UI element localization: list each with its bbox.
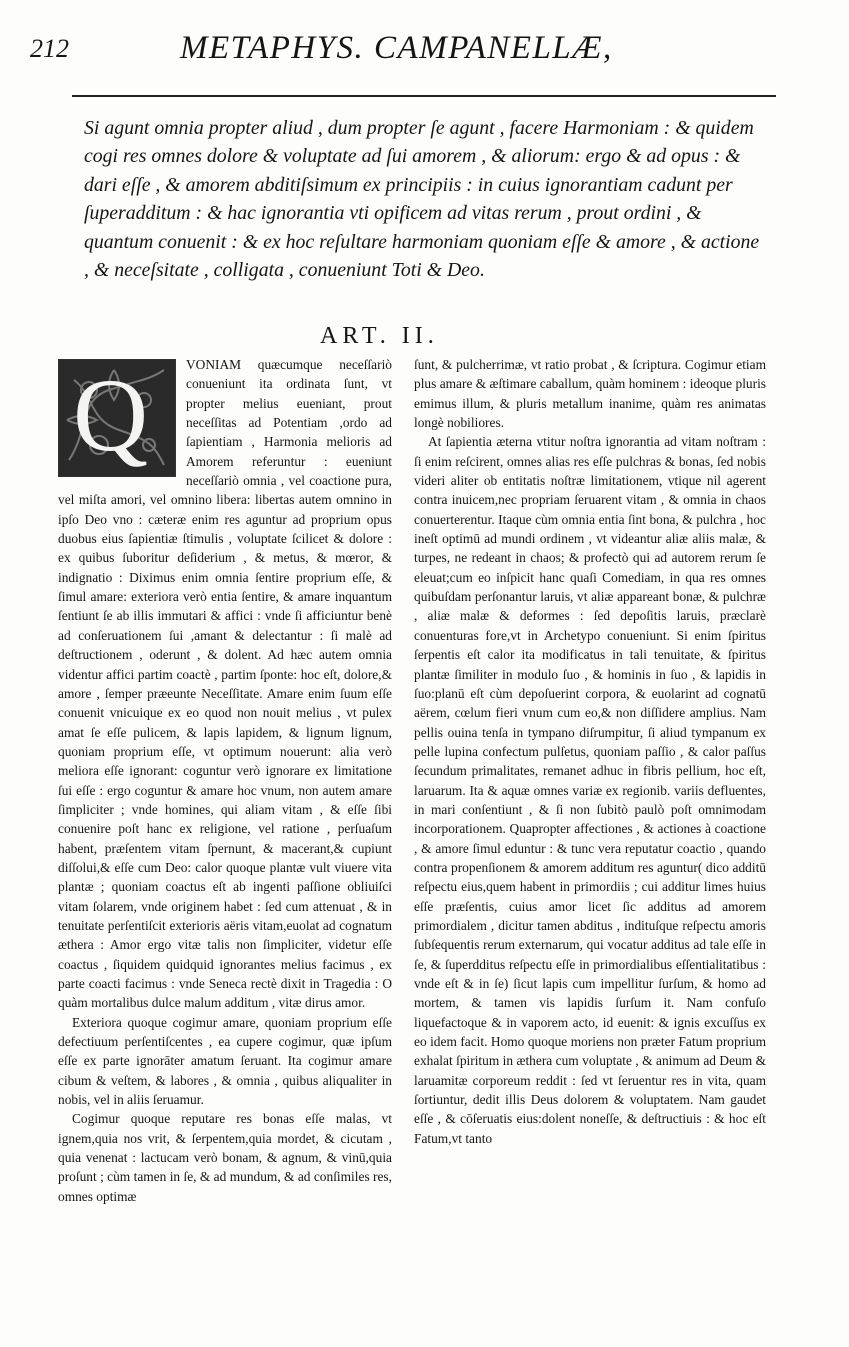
argument-summary-text: Si agunt omnia propter aliud , dum propter ſe agunt , facere Harmoniam : & quidem cogi res omnes dolore & voluptate ad ſui amorem , & aliorum: ergo & ad opus : & dari eſſe , & amorem abditiſsimum ex principiis : in cuius ignorantiam cadunt per ſuperadditum : & hac ignorantia vti opificem ad vitas rerum , prout ordini , & quantum conuenit : & ex hoc reſultare harmoniam quoniam eſſe & amore , & actione , & neceſsitate , colligata , conueniunt Toti & Deo. — [84, 117, 760, 282]
page-number: 212 — [30, 34, 69, 63]
left-column — [58, 355, 392, 1206]
article-heading: ART. II. — [320, 323, 439, 349]
decorated-initial — [58, 359, 176, 477]
right-column — [414, 355, 766, 1148]
paragraph-2: Exteriora quoque cogimur amare, quoniam proprium eſſe defectiuum perſentiſcentes , ea cupere cogimur, quæ ipſum eſſe ex parte ignorāter amatum ſeruant. Ita cogimur amare cibum & veſtem, & labores , & omnia , quibus aliqualiter in nobis, vel in aliis ſeruamur. — [58, 1014, 392, 1108]
header-rule — [72, 95, 776, 97]
page-header — [30, 30, 830, 90]
initial-letter: Q — [73, 358, 149, 473]
paragraph-5: At ſapientia æterna vtitur noſtra ignorantia ad vitam noſtram : ſi enim reſcirent, omnes alias res eſſe pulchras & bonas, ſed nobis videri aliter ob entitatis noſtræ limitationem, vtique nil agerent contra inuicem,nec propriam ſeruarent vitam , & omnia in chaos conuerterentur. Itaque cùm omnia entia ſint bona, & pulchra , hoc ineſt optimū ad mundi ordinem , vt videantur aliæ aliis malæ, & turpes, ne redeant in chaos; & profectò qui ad autorem rerum ſe eleuat;cum eo inſpicit hanc quaſi Comediam, in qua res omnes quibuſdam perſonantur laruis, vt aliæ appareant bonæ, & pulchræ , aliæ malæ & deformes : ſed depoſitis laruis, præclarè conuenturas fore,vt in Archetypo conueniunt. Si enim ſpiritus ſerpentis eſt calor ita modificatus in tali tenuitate, & ſpiritus plantæ ſimiliter in modulo ſuo , & hominis in ſuo , & lapidis in ſuo:planū eſt cùm depoſuerint corpora, & euolarint ad cognatū aërem, cœlum fieri vnum cum eo,& non diſſidere amplius. Nam pellis ouina tenſa in tympano diſrumpitur, ſi aliud tympanum ex pelle lupina confectum pulſetus, quoniam paſſio , & calor paſſus ſecundum primalitates, remanet adhuc in fibris pellium, hoc eſt, laruarum. Ita & aquæ omnes variæ ex regionib. variis defluentes, in mari conſentiunt , & ſi non ſubitò paulò poſt omnimodam incorporationem. Quapropter affectiones , & actiones à coactione , & amore ſimul eduntur : & tunc vera reputatur coactio , quando contra propenſionem & amorem additum res aguntur( dico additū reſpectu eius,quem habent in primordiis ; cui additur limes huius eſſe præſentis, cuius amor licet ſic additus ad amorem primordialem , dicitur tamen abditus , indituſque reſpectu amoris ſubſequentis rerum externarum, qui vocatur additus ad tale eſſe in ſe, & ſuperdditus reſpectu eſſe in primordialibus eſſentialitatibus : vnde eſt & in ſe) ſicut lapis cum impellitur ſurſum, & homo ad mortem, & tamen vis lapidis ſurſum it. Nam confuſo liquefactoque & in vaporem acto, id euenit: & ignis excuſſus ex eo idem facit. Homo quoque moriens non præter Fatum proprium exhalat ſpiritum in æthera cum voluptate , & animum ad Deum & laruamitæ corporeum reddit : ſed vt ſeruentur res in vita, quam ſortiuntur, dedit illis Deus dolorem & voluptatem. Nam gaudet eſſe , & cōſeruatis eius:dolent noneſſe, & deſtructiuis : & hoc eſt Fatum,vt tanto — [414, 434, 766, 1146]
paragraph-1: VONIAM quæcumque neceſſariò conueniunt ita ordinata ſunt, vt propter melius eueniant, prout neceſſitas ad Potentiam ,ordo ad ſapientiam , Harmonia melioris ad Amorem referuntur : eueniunt neceſſariò omnia , vel coactione pura, vel miſta amori, vel omnino libera: libertas autem omnino in ipſo Deo vno : cæteræ enim res aguntur ad proprium opus duobus eius ſapientiæ ſtimulis , voluptate ſcilicet & dolore : ex quibus ſuboritur deſiderium , & metus, & mœror, & indignatio : Diximus enim omnia ſentire proprium eſſe, & ſimul amare: exteriora verò entia ſentire, & amare inquantum ſentiunt ſe ab illis immutari & affici : vnde ſi afficiuntur benè ad conſeruationem ſui ,amant & delectantur : ſi malè ad deſtructionem , oderunt , & dolent. Ad hæc autem omnia videntur affici partim coactè , partim ſponte: hoc eſt, dolore,& amore , ſemper præeunte Neceſſitate. Amare enim ſuum eſſe conuenit vnicuique ex eo quod non nouit melius , vt pulex amat ſe eſſe pulicem, & lapis lapidem, & lignum lignum, quoniam proprium eſſe, vt optimum nouerunt: alia verò meliora eſſe ignorant: coguntur verò ignorare ex limitatione ſui eſſe : ergo coguntur & amare hoc vnum, non autem amare ſimpliciter ; vnde homines, qui aliam vitam , & eſſe ſibi conuenire poſt hanc ex religione, vel ratione , perſuaſum habent, præſentem vitam ſpernunt, & macerant,& cupiunt diſſolui,& eſſe cum Deo: calor quoque plantæ vult viuere vita plantæ ; quoniam coactus eſt ab ingenti paſſione obliuiſci vitam ſolarem, vnde originem habet : ſed cum attenuat , & in tenuitate perſentiſcit exterioris aëris vitam,euolat ad cognatum æthera : Amor ergo vitæ talis non ſimpliciter, videtur eſſe coactus , ſiquidem quidquid ignorantes melius facimus , ex parte coacti facimus : vnde Seneca rectè dixit in Tragedia : O quàm mortalibus dulce malum additum , vitæ dirus amor. — [58, 357, 392, 1011]
argument-summary — [84, 114, 764, 284]
paragraph-4: ſunt, & pulcherrimæ, vt ratio probat , & ſcriptura. Cogimur etiam plus amare & æſtimare caballum, quàm hominem : ideoque pluris emimus illum, & pluris metallum inanime, quàm res animatas longè nobiliores. — [414, 357, 766, 431]
running-title: METAPHYS. CAMPANELLÆ, — [180, 30, 613, 66]
paragraph-3: Cogimur quoque reputare res bonas eſſe malas, vt ignem,quia nos vrit, & ſerpentem,quia mordet, & cicutam , quia venenat : lactucam verò bonam, & agnum, & vinū,quia proſunt ; cùm tamen in ſe, & ad mundum, & ad conſimiles res, omnes optimæ — [58, 1111, 392, 1204]
